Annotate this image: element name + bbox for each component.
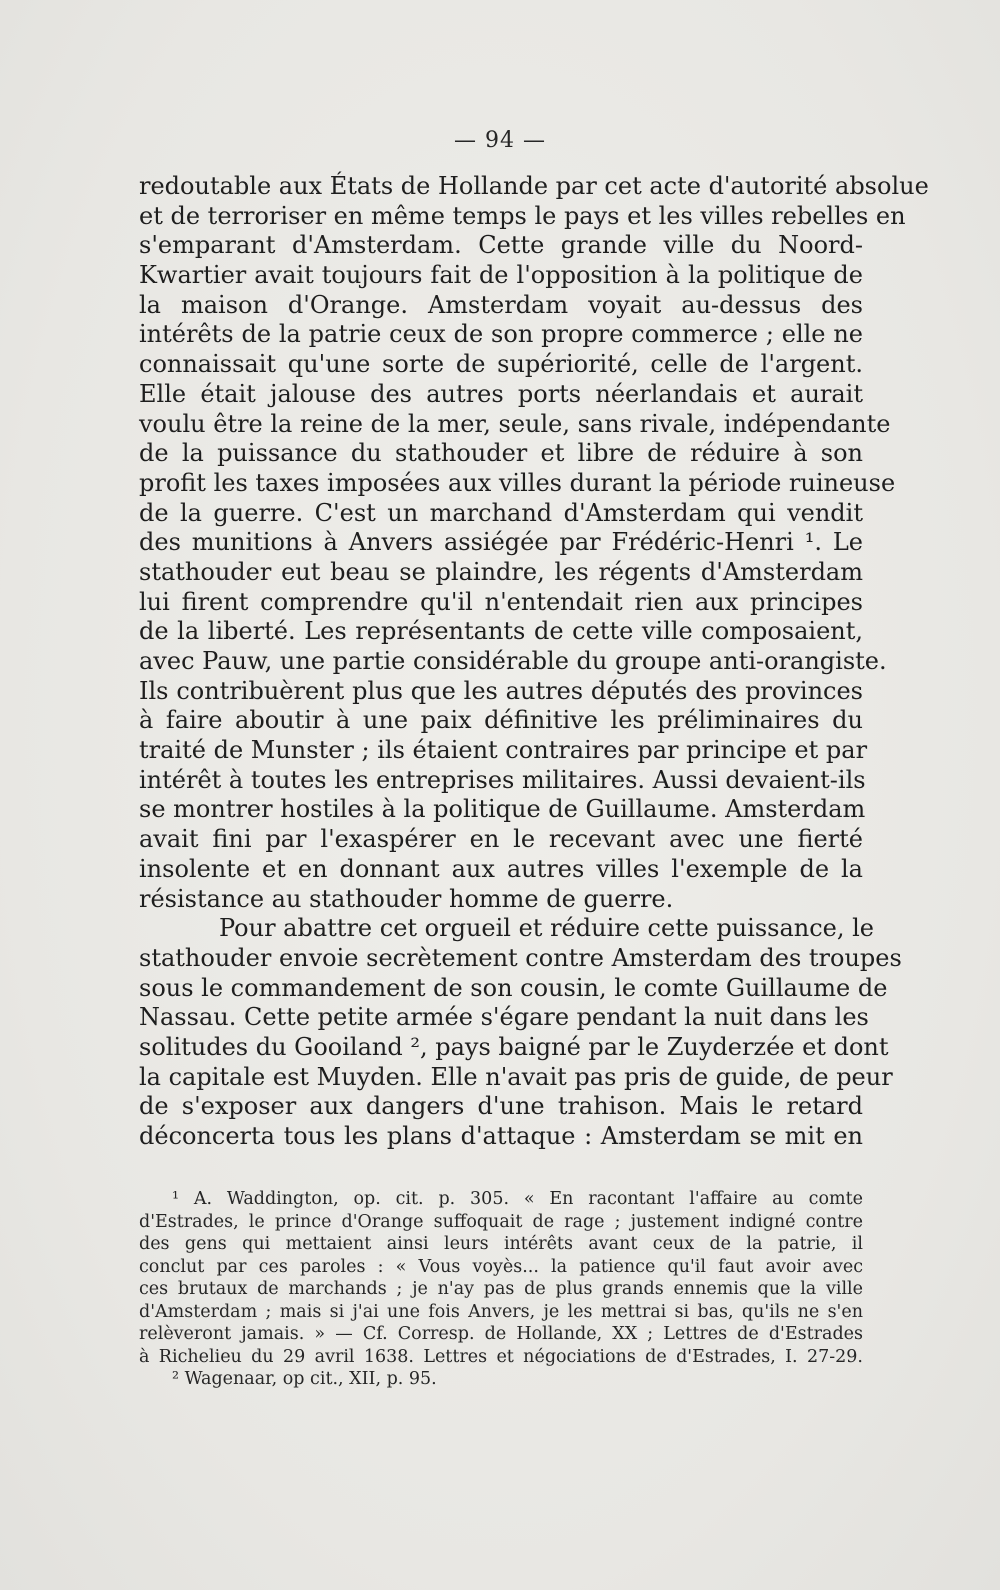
text-line: intérêt à toutes les entreprises militaires. Aussi devaient-ils (139, 765, 866, 794)
text-line: insolente et en donnant aux autres villes l'exemple de la (139, 854, 863, 883)
footnote-1-line: conclut par ces paroles : « Vous voyès... la patience qu'il faut avoir avec (139, 1256, 863, 1277)
text-line: de la puissance du stathouder et libre de réduire à son (139, 439, 863, 468)
text-line: se montrer hostiles à la politique de Guillaume. Amsterdam (139, 795, 866, 824)
text-line: solitudes du Gooiland ², pays baigné par le Zuyderzée et dont (139, 1032, 889, 1061)
text-line: voulu être la reine de la mer, seule, sans rivale, indépendante (139, 409, 891, 438)
footnote-1-line: d'Estrades, le prince d'Orange suffoquait de rage ; justement indigné contre (139, 1211, 863, 1232)
text-line: de s'exposer aux dangers d'une trahison. Mais le retard (139, 1092, 863, 1121)
text-line: la capitale est Muyden. Elle n'avait pas pris de guide, de peur (139, 1062, 893, 1091)
text-line: intérêts de la patrie ceux de son propre commerce ; elle ne (139, 320, 863, 349)
text-line: stathouder eut beau se plaindre, les régents d'Amsterdam (139, 557, 863, 586)
footnote-2-line: ² Wagenaar, op cit., XII, p. 95. (172, 1369, 437, 1389)
text-line: déconcerta tous les plans d'attaque : Amsterdam se mit en (139, 1122, 863, 1150)
text-line: Kwartier avait toujours fait de l'opposition à la politique de (139, 261, 863, 290)
text-line: s'emparant d'Amsterdam. Cette grande ville du Noord- (139, 231, 863, 260)
footnote-1-line: relèveront jamais. » — Cf. Corresp. de Hollande, XX ; Lettres de d'Estrades (139, 1324, 863, 1344)
text-line: à faire aboutir à une paix définitive les préliminaires du (139, 706, 863, 735)
text-line: connaissait qu'une sorte de supériorité, celle de l'argent. (139, 350, 863, 379)
footnotes (139, 1188, 863, 1391)
text-line: redoutable aux États de Hollande par cet acte d'autorité absolue (139, 172, 929, 200)
text-line: de la liberté. Les représentants de cette ville composaient, (139, 617, 863, 646)
main-text (139, 172, 929, 1152)
text-line: profit les taxes imposées aux villes durant la période ruineuse (139, 468, 896, 497)
text-line: stathouder envoie secrètement contre Amsterdam des troupes (139, 943, 902, 972)
footnote-1-line: à Richelieu du 29 avril 1638. Lettres et négociations de d'Estrades, I. 27-29. (139, 1346, 863, 1367)
text-line: sous le commandement de son cousin, le comte Guillaume de (139, 973, 888, 1002)
footnote-1-line: d'Amsterdam ; mais si j'ai une fois Anvers, je les mettrai si bas, qu'ils ne s'en (139, 1301, 863, 1322)
footnote-1-line: ¹ A. Waddington, op. cit. p. 305. « En racontant l'affaire au comte (172, 1189, 863, 1209)
footnote-1-line: ces brutaux de marchands ; je n'ay pas de plus grands ennemis que la ville (139, 1279, 863, 1299)
text-line: avec Pauw, une partie considérable du groupe anti-orangiste. (139, 647, 887, 675)
text-line: lui firent comprendre qu'il n'entendait rien aux principes (139, 587, 863, 616)
text-line: des munitions à Anvers assiégée par Frédéric-Henri ¹. Le (139, 528, 863, 557)
footnote-1-line: des gens qui mettaient ainsi leurs intérêts avant ceux de la patrie, il (139, 1234, 863, 1254)
text-line: Elle était jalouse des autres ports néerlandais et aurait (139, 379, 863, 408)
paragraph-start-line: Pour abattre cet orgueil et réduire cette puissance, le (219, 914, 874, 943)
page-number: — 94 — (454, 128, 546, 153)
text-line: et de terroriser en même temps le pays et les villes rebelles en (139, 201, 906, 230)
text-line: Nassau. Cette petite armée s'égare pendant la nuit dans les (139, 1003, 869, 1032)
text-line: avait fini par l'exaspérer en le recevant avec une fierté (139, 825, 863, 854)
text-line: Ils contribuèrent plus que les autres députés des provinces (139, 676, 863, 705)
text-line: de la guerre. C'est un marchand d'Amsterdam qui vendit (139, 498, 863, 527)
paragraph-end-line: résistance au stathouder homme de guerre. (139, 884, 674, 913)
text-line: traité de Munster ; ils étaient contraires par principe et par (139, 736, 868, 765)
text-line: la maison d'Orange. Amsterdam voyait au-dessus des (139, 290, 863, 319)
